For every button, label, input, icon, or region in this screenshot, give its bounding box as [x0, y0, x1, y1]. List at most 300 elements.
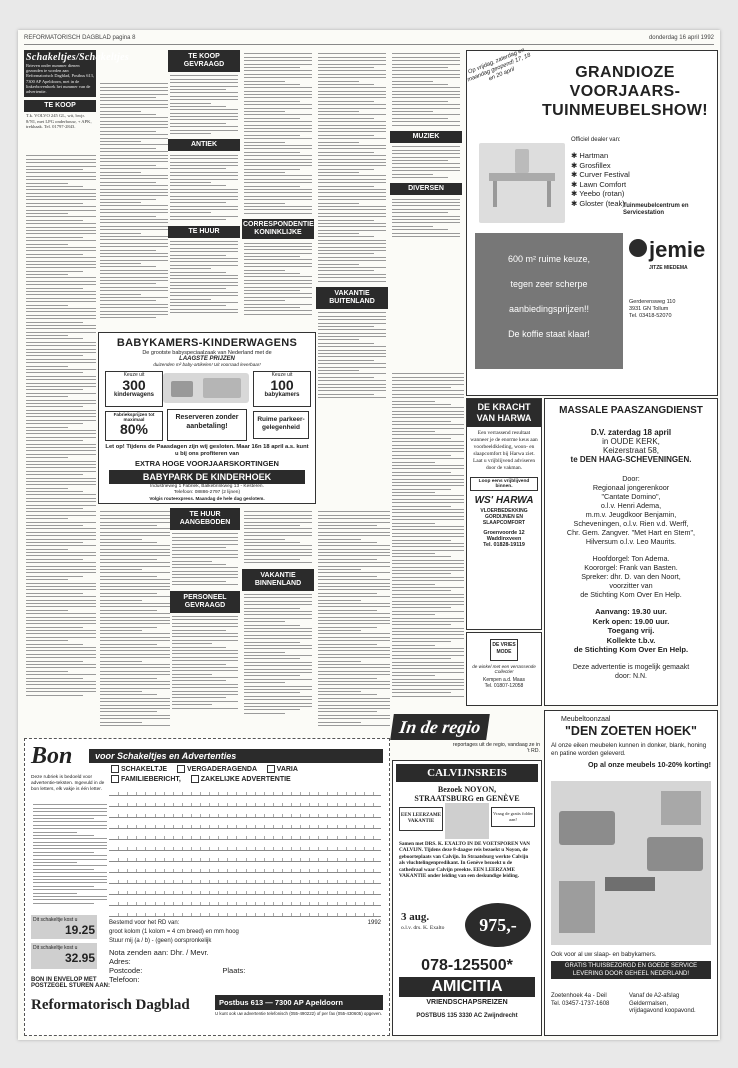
grid-row[interactable]	[109, 862, 381, 873]
pz-title: MASSALE PAASZANGDIENST	[559, 405, 703, 416]
text-line	[244, 618, 312, 619]
text-line	[33, 889, 107, 890]
text-line	[244, 300, 285, 301]
text-line	[26, 474, 83, 475]
grid-tick	[273, 858, 274, 861]
text-line	[100, 555, 170, 556]
text-line	[244, 182, 312, 183]
text-line	[244, 152, 300, 153]
text-line	[100, 539, 142, 540]
text-line	[392, 543, 464, 544]
grid-tick	[273, 803, 274, 806]
star-icon: ✱	[571, 189, 580, 198]
extra-korting: EXTRA HOGE VOORJAARSKORTINGEN	[135, 459, 279, 468]
text-line	[33, 811, 107, 812]
grid-tick	[264, 814, 265, 817]
grid-tick	[136, 913, 137, 916]
text-line	[172, 633, 238, 634]
garden-furniture-photo	[479, 143, 565, 223]
grid-tick	[173, 869, 174, 872]
text-line	[26, 162, 96, 163]
text-line	[318, 532, 390, 533]
brand-label: Lawn Comfort	[579, 179, 627, 189]
text-line	[392, 70, 460, 71]
text-line	[100, 256, 168, 257]
field-groot[interactable]: groot kolom (1 kolom = 4 cm breed) en mm hoog	[109, 929, 239, 935]
text-line	[100, 317, 156, 318]
text-line	[100, 314, 168, 315]
text-line	[318, 637, 390, 638]
letter-grid[interactable]	[109, 785, 381, 915]
text-line	[392, 428, 464, 429]
grid-tick	[218, 902, 219, 905]
text-line	[26, 277, 96, 278]
text-line	[392, 222, 460, 223]
grid-tick	[209, 847, 210, 850]
text-line	[100, 294, 141, 295]
text-line	[318, 623, 390, 624]
grid-tick	[136, 891, 137, 894]
grid-row[interactable]	[109, 829, 381, 840]
grid-tick	[346, 858, 347, 861]
grid-tick	[182, 825, 183, 828]
grid-tick	[318, 858, 319, 861]
text-line	[318, 172, 359, 173]
text-line	[100, 694, 157, 695]
text-line	[392, 81, 433, 82]
grid-row[interactable]	[109, 785, 381, 796]
regio-sub: reportages uit de regio, vandaag ze in 't RD.	[452, 742, 540, 754]
grid-tick	[318, 869, 319, 872]
grid-row[interactable]	[109, 818, 381, 829]
grid-tick	[327, 803, 328, 806]
text-line	[100, 511, 170, 512]
grid-tick	[300, 825, 301, 828]
text-line	[172, 643, 212, 644]
text-line	[26, 240, 96, 241]
text-line	[26, 372, 83, 373]
grid-tick	[182, 880, 183, 883]
text-line	[26, 505, 96, 506]
text-line	[100, 280, 168, 281]
text-line	[392, 679, 464, 680]
text-line	[26, 535, 96, 536]
price2-value: 32.95	[64, 951, 95, 965]
text-line	[33, 869, 94, 870]
text-line	[244, 169, 300, 170]
grid-tick	[255, 792, 256, 795]
grid-tick	[236, 891, 237, 894]
grid-tick	[264, 902, 265, 905]
grid-row[interactable]	[109, 906, 381, 917]
grid-row[interactable]	[109, 895, 381, 906]
text-line	[244, 631, 312, 632]
text-line	[100, 562, 170, 563]
text-line	[26, 257, 96, 258]
text-line	[318, 339, 359, 340]
bon-checkboxes-row2	[111, 775, 291, 783]
text-line	[318, 390, 386, 391]
text-line	[172, 571, 238, 572]
babykamers-subtitle: De grootste babyspeciaalzaak van Nederland met de	[142, 350, 272, 356]
text-line	[100, 266, 156, 267]
grid-tick	[309, 902, 310, 905]
grid-tick	[136, 902, 137, 905]
grid-tick	[282, 891, 283, 894]
text-line	[26, 437, 96, 438]
text-line	[392, 692, 451, 693]
grid-tick	[273, 847, 274, 850]
text-line	[100, 287, 168, 288]
field-stuur[interactable]: Stuur mij (a / b) - (geen) oorspronkelijk	[109, 938, 212, 944]
grid-tick	[318, 847, 319, 850]
first-ad: T.k. VOLVO 245 GL, wit, bwjr. 8/'81, met LPG onderbouw, + APK, trekhaak. Tel. 01797-2843.	[26, 113, 92, 130]
text-line	[170, 155, 238, 156]
text-line	[100, 270, 168, 271]
pz-voorz: voorzitter van	[609, 581, 653, 590]
text-line	[26, 688, 96, 689]
text-line	[100, 205, 168, 206]
text-line	[170, 209, 238, 210]
text-line	[392, 57, 460, 58]
classifieds-column-2b	[98, 508, 172, 735]
text-line	[26, 345, 96, 346]
grid-tick	[291, 858, 292, 861]
text-line	[170, 299, 211, 300]
text-line	[170, 309, 238, 310]
grid-tick	[236, 836, 237, 839]
grid-row[interactable]	[109, 807, 381, 818]
grid-tick	[145, 847, 146, 850]
grid-tick	[273, 825, 274, 828]
text-line	[392, 104, 460, 105]
text-line	[100, 705, 170, 706]
text-line	[172, 550, 238, 551]
grid-tick	[282, 847, 283, 850]
star-icon: ✱	[571, 151, 580, 160]
text-line	[244, 276, 312, 277]
text-line	[318, 240, 386, 241]
text-line	[392, 146, 460, 147]
text-line	[170, 103, 211, 104]
grid-tick	[246, 847, 247, 850]
zoeten-tel2: vrijdagavond koopavond.	[629, 1008, 696, 1015]
grid-tick	[327, 836, 328, 839]
checkbox-schakeltje[interactable]	[111, 765, 119, 773]
text-line	[170, 272, 226, 273]
text-line	[170, 130, 238, 131]
text-line	[392, 607, 451, 608]
open-days-ribbon: Op vrijdag, zaterdag en maandag geopend! 17, 18 en 20 april	[466, 47, 532, 84]
grid-tick	[327, 825, 328, 828]
grid-tick	[155, 913, 156, 916]
text-line	[100, 684, 170, 685]
grid-tick	[337, 847, 338, 850]
check-schakeltje-label: SCHAKELTJE	[120, 765, 168, 773]
bon-in-label: BON IN ENVELOP MET POSTZEGEL STUREN AAN:	[31, 977, 111, 989]
text-line	[100, 141, 141, 142]
text-line	[318, 569, 361, 570]
keuze-300-number: 300	[122, 377, 146, 393]
text-line	[392, 594, 464, 595]
babykamers-label: babykamers	[264, 392, 300, 398]
grid-tick	[337, 858, 338, 861]
text-line	[100, 725, 170, 726]
text-line	[100, 138, 168, 139]
grid-tick	[246, 836, 247, 839]
text-line	[100, 148, 156, 149]
text-line	[392, 64, 460, 65]
column-4-ads-a	[242, 50, 314, 217]
text-line	[26, 250, 96, 251]
text-line	[100, 613, 170, 614]
text-line	[392, 84, 448, 85]
text-line	[318, 525, 377, 526]
classifieds-column-6b	[390, 370, 466, 732]
checkbox-zakelijke[interactable]	[191, 775, 199, 783]
text-line	[318, 135, 374, 136]
pz-toegang: Toegang vrij.	[607, 626, 655, 635]
text-line	[392, 567, 464, 568]
column-4b-ads-b	[242, 591, 314, 717]
text-line	[392, 384, 464, 385]
field-bestemd[interactable]	[109, 919, 381, 928]
text-line	[26, 210, 96, 211]
grid-tick	[255, 891, 256, 894]
text-line	[392, 445, 464, 446]
text-line	[318, 694, 377, 695]
text-line	[26, 328, 96, 329]
text-line	[26, 555, 96, 556]
grid-tick	[145, 858, 146, 861]
text-line	[244, 280, 312, 281]
grid-tick	[337, 902, 338, 905]
text-line	[244, 94, 312, 95]
text-line	[244, 665, 312, 666]
tuin-address-block	[629, 299, 675, 320]
text-line	[100, 253, 168, 254]
pz-spreker: Koororgel: Frank van Basten.	[584, 563, 678, 572]
grid-tick	[246, 814, 247, 817]
zoeten-kicker: Meubeltoonzaal	[561, 716, 611, 723]
text-line	[170, 312, 238, 313]
text-line	[244, 243, 312, 244]
text-line	[318, 243, 386, 244]
grid-tick	[218, 803, 219, 806]
grid-row[interactable]	[109, 851, 381, 862]
text-line	[244, 709, 300, 710]
logo-text: jemie	[649, 237, 706, 262]
text-line	[392, 233, 460, 234]
text-line	[392, 672, 464, 673]
checkbox-vergaderagenda[interactable]	[177, 765, 185, 773]
text-line	[26, 220, 83, 221]
grid-tick	[182, 858, 183, 861]
text-line	[100, 610, 157, 611]
grid-tick	[227, 792, 228, 795]
text-line	[392, 229, 448, 230]
text-line	[26, 315, 96, 316]
text-line	[26, 176, 96, 177]
text-line	[33, 828, 107, 829]
text-line	[318, 545, 390, 546]
text-line	[172, 640, 238, 641]
text-line	[318, 270, 374, 271]
text-line	[26, 528, 96, 529]
text-line	[26, 603, 96, 604]
text-line	[392, 394, 464, 395]
text-line	[318, 203, 359, 204]
jemie-logo	[629, 235, 709, 283]
shop-cta: Volgis routeexpress. Maandag de hele dag geslotem.	[149, 496, 265, 501]
grid-tick	[118, 913, 119, 916]
text-line	[172, 660, 238, 661]
text-line	[172, 623, 238, 624]
text-line	[170, 268, 211, 269]
text-line	[392, 584, 435, 585]
text-line	[392, 519, 464, 520]
text-line	[392, 577, 464, 578]
bon-intro: Deze rubriek is bedoeld voor advertentie-teksten. Ingevuld in de bon letters, elk vakje is één letter.	[31, 775, 105, 792]
text-line	[318, 281, 386, 282]
text-line	[318, 159, 386, 160]
antiek-heading: ANTIEK	[168, 139, 240, 151]
grid-tick	[355, 847, 356, 850]
text-line	[392, 157, 460, 158]
text-line	[244, 213, 312, 214]
grid-row[interactable]	[109, 796, 381, 807]
grid-tick	[255, 913, 256, 916]
text-line	[318, 555, 390, 556]
text-line	[26, 311, 96, 312]
text-line	[318, 145, 386, 146]
grid-tick	[118, 891, 119, 894]
text-line	[100, 681, 170, 682]
text-line	[100, 711, 157, 712]
text-line	[392, 170, 460, 171]
text-line	[100, 151, 168, 152]
text-line	[170, 123, 226, 124]
column-3b-ads-a	[170, 530, 240, 589]
field-nota[interactable]: Nota zenden aan: Dhr. / Mevr.	[109, 948, 209, 957]
text-line	[318, 579, 390, 580]
text-line	[244, 148, 312, 149]
text-line	[26, 450, 96, 451]
text-line	[100, 94, 168, 95]
grid-tick	[236, 902, 237, 905]
checkbox-familiebericht[interactable]	[111, 775, 119, 783]
pz-org: Hoofdorgel: Ton Adema.	[592, 554, 670, 563]
text-line	[33, 879, 107, 880]
text-line	[172, 647, 226, 648]
brand-label: Gloster (teak)	[579, 198, 625, 208]
text-line	[244, 597, 312, 598]
text-line	[244, 635, 312, 636]
field-postcode[interactable]	[109, 966, 381, 975]
text-line	[26, 413, 96, 414]
text-line	[318, 111, 359, 112]
text-line	[318, 722, 361, 723]
field-adres[interactable]: Adres:	[109, 957, 131, 966]
grid-row[interactable]	[109, 873, 381, 884]
grid-tick	[118, 803, 119, 806]
text-line	[244, 104, 312, 105]
devries-tel: Tel. 01807-12058	[484, 683, 524, 689]
text-line	[318, 329, 386, 330]
text-line	[318, 213, 386, 214]
text-line	[244, 84, 300, 85]
grid-tick	[337, 825, 338, 828]
text-line	[26, 172, 96, 173]
bon-form	[24, 738, 390, 1036]
text-line	[392, 540, 451, 541]
field-telefoon[interactable]: Telefoon:	[109, 975, 140, 984]
text-line	[100, 260, 168, 261]
text-line	[26, 196, 96, 197]
grid-tick	[246, 891, 247, 894]
grid-tick	[337, 803, 338, 806]
text-line	[100, 617, 170, 618]
text-line	[392, 550, 464, 551]
text-line	[170, 275, 238, 276]
text-line	[392, 495, 464, 496]
checkbox-varia[interactable]	[267, 765, 275, 773]
text-line	[170, 86, 238, 87]
newspaper-page	[18, 30, 720, 1040]
text-line	[318, 209, 386, 210]
babykamer-photo	[163, 373, 249, 403]
text-line	[392, 651, 464, 652]
grid-tick	[209, 792, 210, 795]
text-line	[170, 255, 226, 256]
star-icon: ✱	[571, 179, 580, 189]
field-postcode-label: Postcode:	[109, 966, 143, 975]
text-line	[26, 267, 96, 268]
grid-tick	[118, 836, 119, 839]
te-koop-heading: TE KOOP	[24, 100, 96, 112]
text-line	[26, 559, 83, 560]
grid-tick	[327, 814, 328, 817]
text-line	[170, 106, 226, 107]
grid-row[interactable]	[109, 840, 381, 851]
grid-tick	[300, 858, 301, 861]
grid-tick	[291, 825, 292, 828]
text-line	[100, 311, 168, 312]
text-line	[318, 377, 374, 378]
grid-tick	[364, 836, 365, 839]
text-line	[170, 92, 238, 93]
text-line	[26, 261, 96, 262]
text-line	[244, 266, 312, 267]
text-line	[26, 518, 68, 519]
text-line	[170, 172, 238, 173]
harwa-title: DE KRACHT VAN HARWA	[467, 399, 541, 427]
grid-tick	[191, 880, 192, 883]
text-line	[244, 165, 312, 166]
text-line	[244, 528, 312, 529]
calvijn-sub2: STRAATSBURG en GENÈVE	[414, 794, 520, 803]
grid-tick	[318, 891, 319, 894]
grid-tick	[227, 803, 228, 806]
text-line	[26, 213, 68, 214]
grid-tick	[355, 902, 356, 905]
text-line	[100, 172, 141, 173]
text-line	[318, 644, 377, 645]
grid-tick	[246, 902, 247, 905]
calvijn-addr: POSTBUS 135 3330 AC Zwijndrecht	[416, 1013, 518, 1019]
grid-row[interactable]	[109, 884, 381, 895]
zoeten-addr2: Vanaf de A2-afslag Geldermalsen,	[629, 993, 680, 1007]
